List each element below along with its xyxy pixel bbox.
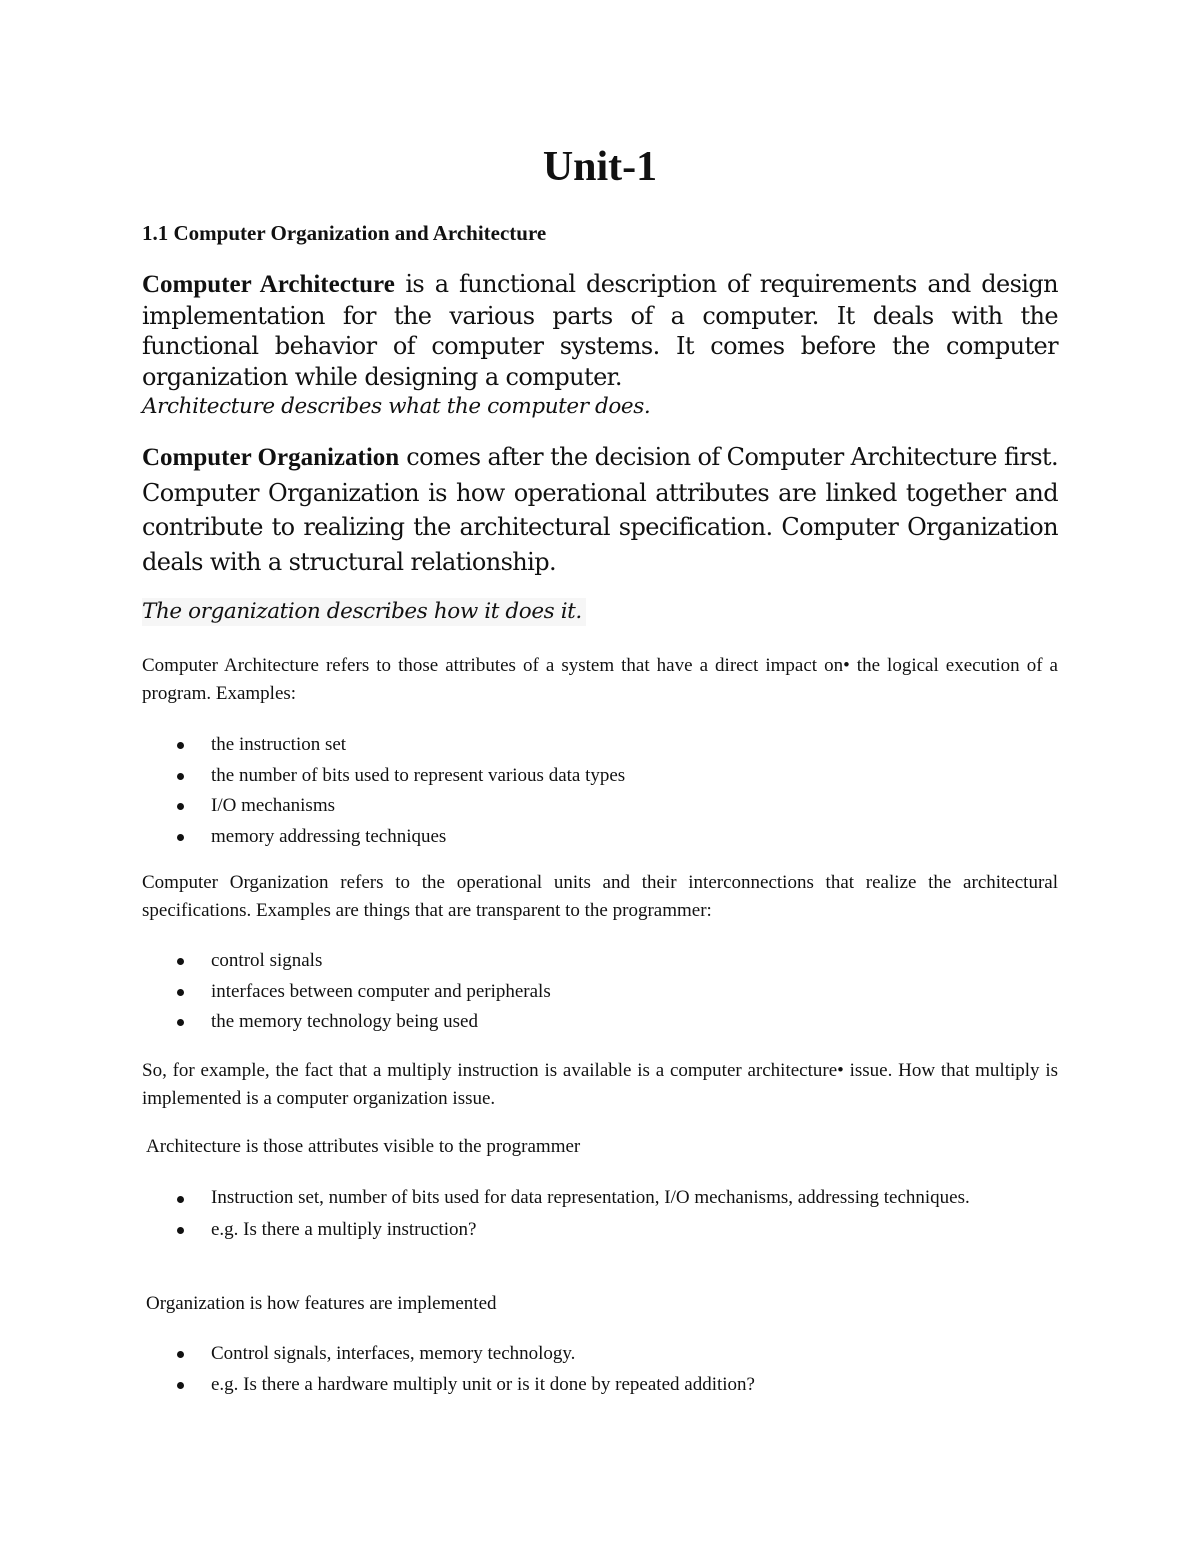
organization-definition-paragraph bbox=[142, 440, 1058, 579]
list-item: memory addressing techniques bbox=[142, 822, 1058, 853]
list-item: Control signals, interfaces, memory technology. bbox=[142, 1339, 1058, 1370]
architecture-visible-list bbox=[142, 1184, 1058, 1246]
architecture-examples-list bbox=[142, 730, 1058, 852]
organization-units-paragraph: Computer Organization refers to the operational units and their interconnections that realize the architectural specifications. Examples are things that are transparent to the programmer: bbox=[142, 872, 1058, 921]
multiply-example-paragraph: So, for example, the fact that a multiply instruction is available is a computer architecture• issue. How that multiply is implemented is a computer organization issue. bbox=[142, 1060, 1058, 1109]
architecture-attributes-paragraph: Computer Architecture refers to those attributes of a system that have a direct impact on• the logical execution of a program. Examples: bbox=[142, 655, 1058, 704]
page-title: Unit-1 bbox=[542, 144, 658, 190]
list-item: I/O mechanisms bbox=[142, 791, 1058, 822]
organization-implemented-heading: Organization is how features are implemented bbox=[146, 1293, 497, 1314]
architecture-term: Computer Architecture bbox=[142, 271, 395, 298]
organization-definition-text: comes after the decision of Computer Architecture first. Computer Organization is how operational attributes are linked together and contribute to realizing the architectural specification. Computer Organization deals with a structural relationship. bbox=[142, 443, 1058, 576]
architecture-definition-text: is a functional description of requirements and design implementation for the various parts of a computer. It deals with the functional behavior of computer systems. It comes before the computer organization while designing a computer. bbox=[142, 270, 1058, 391]
list-item: the memory technology being used bbox=[142, 1007, 1058, 1038]
organization-summary: The organization describes how it does it. bbox=[142, 598, 586, 626]
architecture-summary: Architecture describes what the computer does. bbox=[142, 394, 651, 419]
list-item: e.g. Is there a hardware multiply unit or is it done by repeated addition? bbox=[142, 1370, 1058, 1401]
organization-implemented-list bbox=[142, 1339, 1058, 1400]
list-item: interfaces between computer and peripherals bbox=[142, 977, 1058, 1008]
architecture-visible-heading: Architecture is those attributes visible to the programmer bbox=[146, 1136, 581, 1157]
list-item: Instruction set, number of bits used for data representation, I/O mechanisms, addressing techniques. bbox=[142, 1184, 1058, 1215]
list-item: the number of bits used to represent various data types bbox=[142, 761, 1058, 792]
list-item: control signals bbox=[142, 946, 1058, 977]
organization-examples-list bbox=[142, 946, 1058, 1038]
list-item: e.g. Is there a multiply instruction? bbox=[142, 1215, 1058, 1246]
list-item: the instruction set bbox=[142, 730, 1058, 761]
organization-term: Computer Organization bbox=[142, 444, 400, 471]
section-heading: 1.1 Computer Organization and Architecture bbox=[142, 221, 547, 245]
architecture-definition-paragraph bbox=[142, 269, 1058, 392]
